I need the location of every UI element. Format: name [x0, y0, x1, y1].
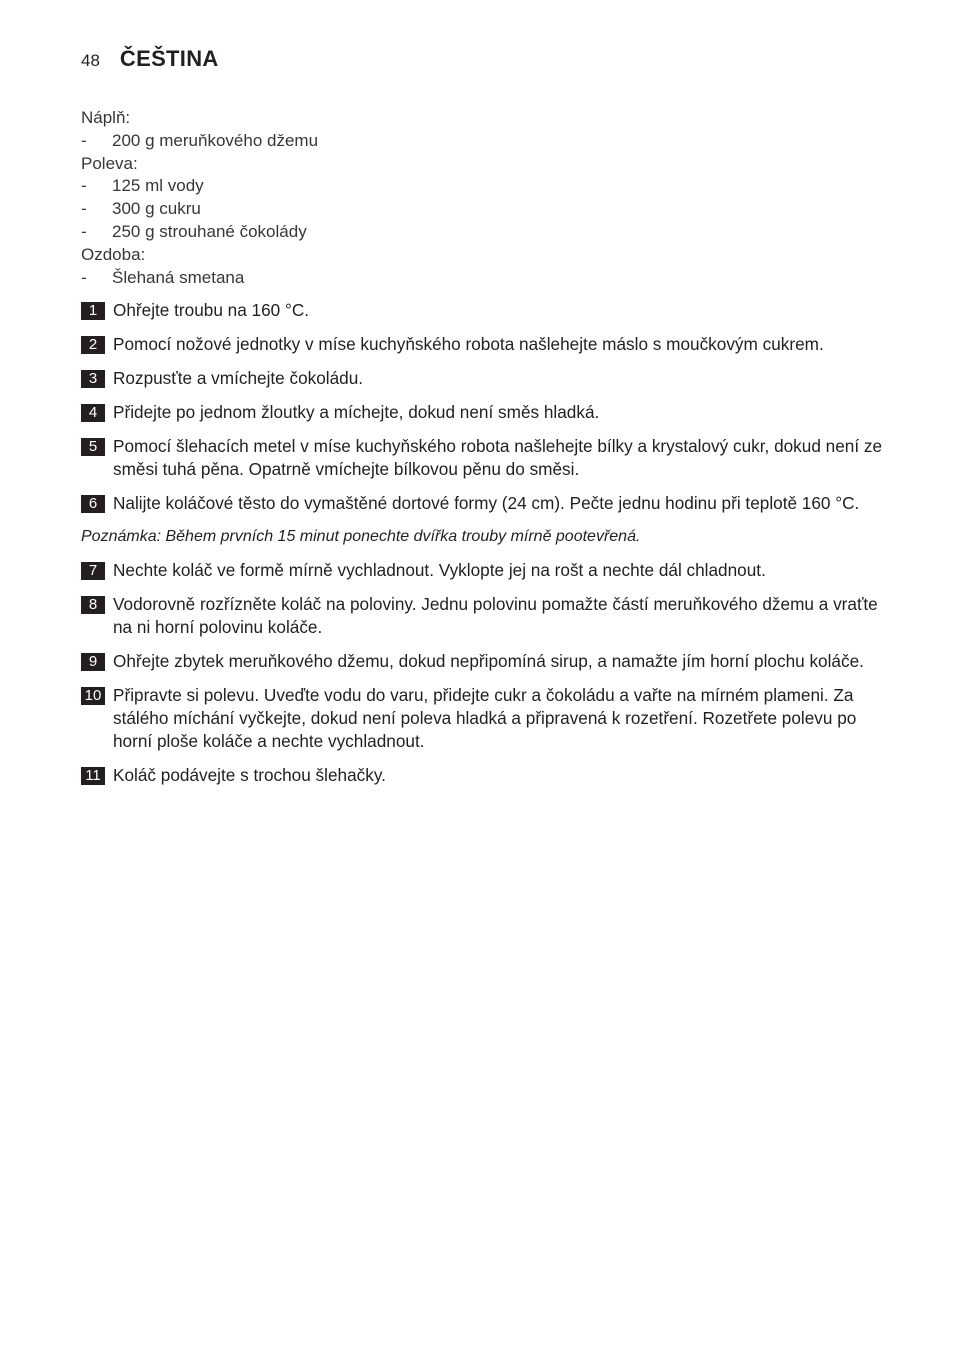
step-number: 6: [81, 495, 105, 513]
step-text: Rozpusťte a vmíchejte čokoládu.: [113, 368, 364, 388]
list-dash: -: [81, 267, 87, 287]
ingredient-text: 125 ml vody: [112, 176, 204, 196]
step-item: [81, 299, 896, 322]
ingredient-text: Šlehaná smetana: [112, 267, 245, 287]
step-number: 5: [81, 438, 105, 456]
ingredient-text: 300 g cukru: [112, 199, 201, 219]
list-dash: -: [81, 221, 87, 241]
step-text: Pomocí šlehacích metel v míse kuchyňského robota našlehejte bílky a krystalový cukr, dokud není ze směsi tuhá pěna. Opatrně vmíchejte bílkovou pěnu do směsi.: [113, 436, 883, 479]
step-number: 8: [81, 596, 105, 614]
step-number: 9: [81, 653, 105, 671]
ingredients-list: [81, 107, 901, 289]
step-text: Ohřejte troubu na 160 °C.: [113, 300, 310, 320]
step-item: [81, 367, 896, 390]
ingredient-item: [81, 175, 901, 198]
step-number: 4: [81, 404, 105, 422]
step-item: [81, 764, 896, 787]
step-item: [81, 559, 896, 582]
step-number: 1: [81, 302, 105, 320]
step-text: Nechte koláč ve formě mírně vychladnout. Vyklopte jej na rošt a nechte dál chladnout.: [113, 560, 766, 580]
decoration-heading: Ozdoba:: [81, 244, 146, 264]
step-item: [81, 684, 896, 753]
glaze-heading: Poleva:: [81, 153, 138, 173]
step-item: [81, 650, 896, 673]
ingredient-text: 200 g meruňkového džemu: [112, 130, 319, 150]
step-item: [81, 333, 896, 356]
list-dash: -: [81, 199, 87, 219]
step-text: Přidejte po jednom žloutky a míchejte, dokud není směs hladká.: [113, 402, 600, 422]
filling-heading: Náplň:: [81, 108, 131, 127]
section-title: ČEŠTINA: [119, 46, 219, 71]
step-number: 11: [81, 767, 105, 785]
ingredient-text: 250 g strouhané čokolády: [112, 221, 307, 241]
step-number: 2: [81, 336, 105, 354]
step-number: 10: [81, 687, 105, 705]
step-text: Koláč podávejte s trochou šlehačky.: [113, 765, 386, 785]
step-item: [81, 492, 896, 515]
step-text: Nalijte koláčové těsto do vymaštěné dortové formy (24 cm). Pečte jednu hodinu při teplotě 160 °C.: [113, 493, 860, 513]
step-item: [81, 401, 896, 424]
list-dash: -: [81, 176, 87, 196]
step-text: Pomocí nožové jednotky v míse kuchyňského robota našlehejte máslo s moučkovým cukrem.: [113, 334, 824, 354]
ingredient-item: [81, 267, 901, 290]
step-item: [81, 593, 896, 639]
ingredient-item: [81, 130, 901, 153]
page-header: [81, 46, 219, 72]
step-number: 7: [81, 562, 105, 580]
step-text: Připravte si polevu. Uveďte vodu do varu, přidejte cukr a čokoládu a vařte na mírném plameni. Za stálého míchání vyčkejte, dokud není poleva hladká a připravená k rozetření. Rozetřete polevu po horní ploše koláče a nechte vychladnout.: [113, 685, 857, 751]
ingredient-item: [81, 221, 901, 244]
step-text: Vodorovně rozřízněte koláč na poloviny. Jednu polovinu pomažte částí meruňkového džemu a vraťte na ni horní polovinu koláče.: [113, 594, 878, 637]
step-item: [81, 435, 896, 481]
step-text: Ohřejte zbytek meruňkového džemu, dokud nepřipomíná sirup, a namažte jím horní plochu koláče.: [113, 651, 864, 671]
page-number: 48: [81, 51, 100, 70]
step-number: 3: [81, 370, 105, 388]
steps-list: [81, 299, 896, 798]
note-text: Poznámka: Během prvních 15 minut ponechte dvířka trouby mírně pootevřená.: [81, 528, 641, 545]
ingredient-item: [81, 198, 901, 221]
list-dash: -: [81, 130, 87, 150]
